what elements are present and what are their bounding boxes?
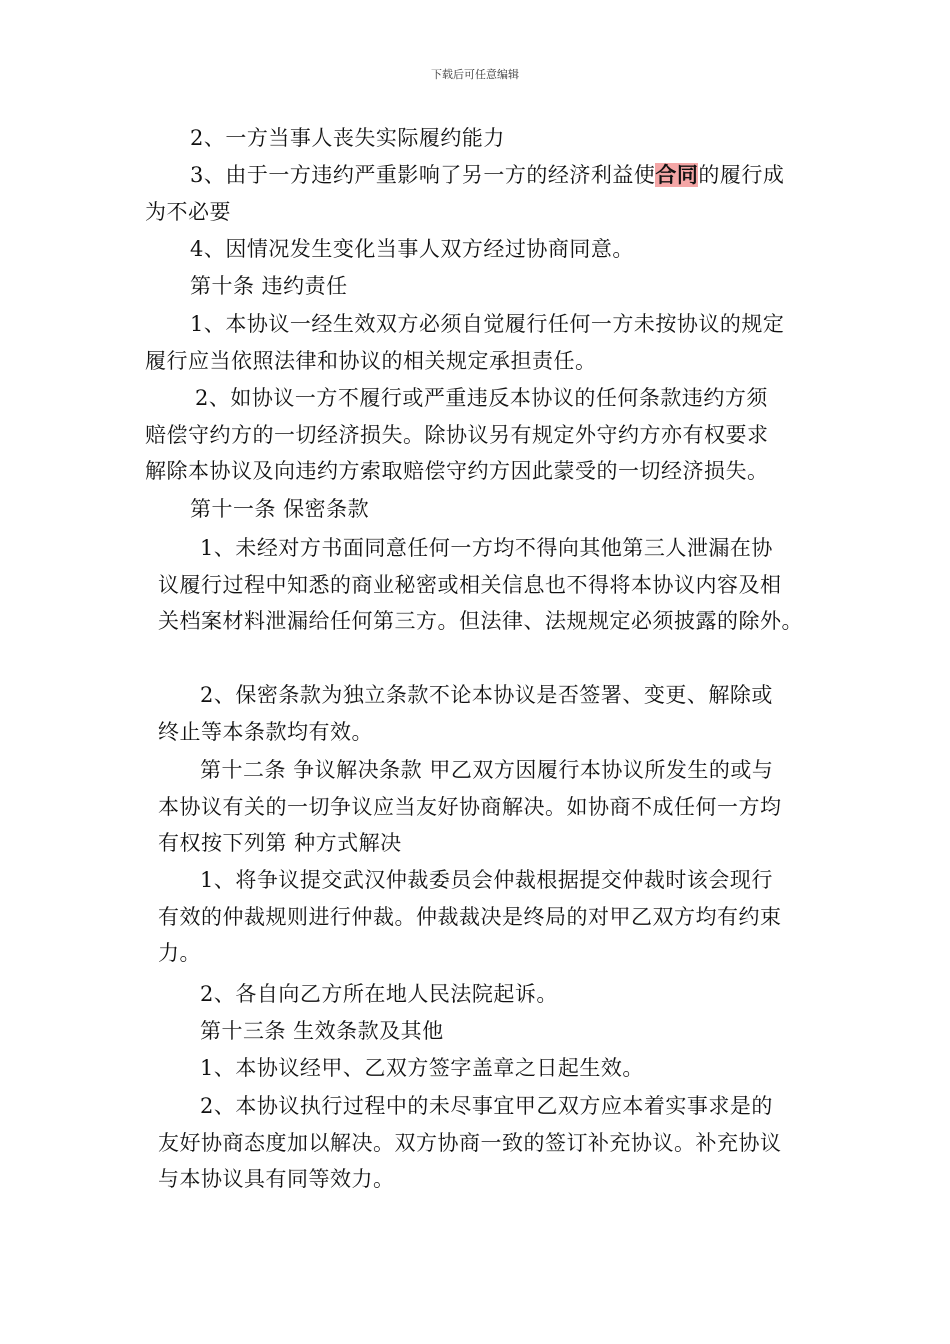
clause-paragraph [158, 976, 828, 1013]
text-line: 第十一条 保密条款 [190, 497, 370, 521]
text-line: 友好协商态度加以解决。双方协商一致的签订补充协议。补充协议 [158, 1130, 782, 1155]
text-line: 2、保密条款为独立条款不论本协议是否签署、变更、解除或 [200, 683, 773, 707]
clause-paragraph [158, 1050, 828, 1087]
text-line: 1、本协议经甲、乙双方签字盖章之日起生效。 [200, 1056, 644, 1080]
text-line: 1、本协议一经生效双方必须自觉履行任何一方未按协议的规定 [190, 312, 785, 336]
text-line: 力。 [158, 941, 201, 965]
text-line: 1、未经对方书面同意任何一方均不得向其他第三人泄漏在协 [200, 536, 773, 560]
text-line [145, 157, 815, 194]
clause-paragraph [158, 677, 828, 750]
text-line: 第十三条 生效条款及其他 [200, 1019, 444, 1043]
text-line: 2、各自向乙方所在地人民法院起诉。 [200, 982, 558, 1006]
text-line: 与本协议具有同等效力。 [158, 1167, 395, 1191]
clause-paragraph [158, 752, 828, 862]
clause-paragraph [145, 231, 815, 268]
text-line: 2、如协议一方不履行或严重违反本协议的任何条款违约方须 [195, 386, 768, 410]
text-segment: 的履行成 [698, 163, 785, 187]
text-line: 解除本协议及向违约方索取赔偿守约方因此蒙受的一切经济损失。 [145, 459, 769, 483]
text-segment: 3、由于一方违约严重影响了另一方的经济利益使 [190, 163, 656, 187]
text-line: 第十条 违约责任 [190, 274, 348, 298]
clause-paragraph [145, 306, 815, 379]
clause-paragraph [158, 862, 828, 972]
text-line: 2、本协议执行过程中的未尽事宜甲乙双方应本着实事求是的 [200, 1094, 773, 1118]
text-line: 为不必要 [145, 199, 231, 224]
text-line: 有权按下列第 种方式解决 [158, 831, 402, 855]
text-line: 第十二条 争议解决条款 甲乙双方因履行本协议所发生的或与 [200, 758, 774, 782]
text-line: 有效的仲裁规则进行仲裁。仲裁裁决是终局的对甲乙双方均有约束 [158, 904, 782, 929]
section-heading [145, 491, 815, 528]
text-line: 议履行过程中知悉的商业秘密或相关信息也不得将本协议内容及相 [158, 572, 782, 597]
text-line: 本协议有关的一切争议应当友好协商解决。如协商不成任何一方均 [158, 794, 782, 819]
text-line: 赔偿守约方的一切经济损失。除协议另有规定外守约方亦有权要求 [145, 422, 769, 447]
text-line: 4、因情况发生变化当事人双方经过协商同意。 [190, 237, 634, 261]
clause-paragraph [158, 1088, 828, 1198]
clause-paragraph [158, 530, 828, 640]
text-line: 1、将争议提交武汉仲裁委员会仲裁根据提交仲裁时该会现行 [200, 868, 773, 892]
text-line: 2、一方当事人丧失实际履约能力 [190, 126, 505, 150]
clause-paragraph [145, 120, 815, 157]
page-header: 下载后可任意编辑 [431, 68, 519, 81]
text-line: 履行应当依照法律和协议的相关规定承担责任。 [145, 348, 597, 373]
clause-paragraph [145, 380, 815, 490]
clause-paragraph [145, 157, 815, 230]
highlighted-term: 合同 [655, 163, 699, 187]
section-heading [158, 1013, 828, 1050]
text-line: 终止等本条款均有效。 [158, 719, 373, 744]
text-line: 关档案材料泄漏给任何第三方。但法律、法规规定必须披露的除外。 [158, 609, 803, 633]
section-heading [145, 268, 815, 305]
